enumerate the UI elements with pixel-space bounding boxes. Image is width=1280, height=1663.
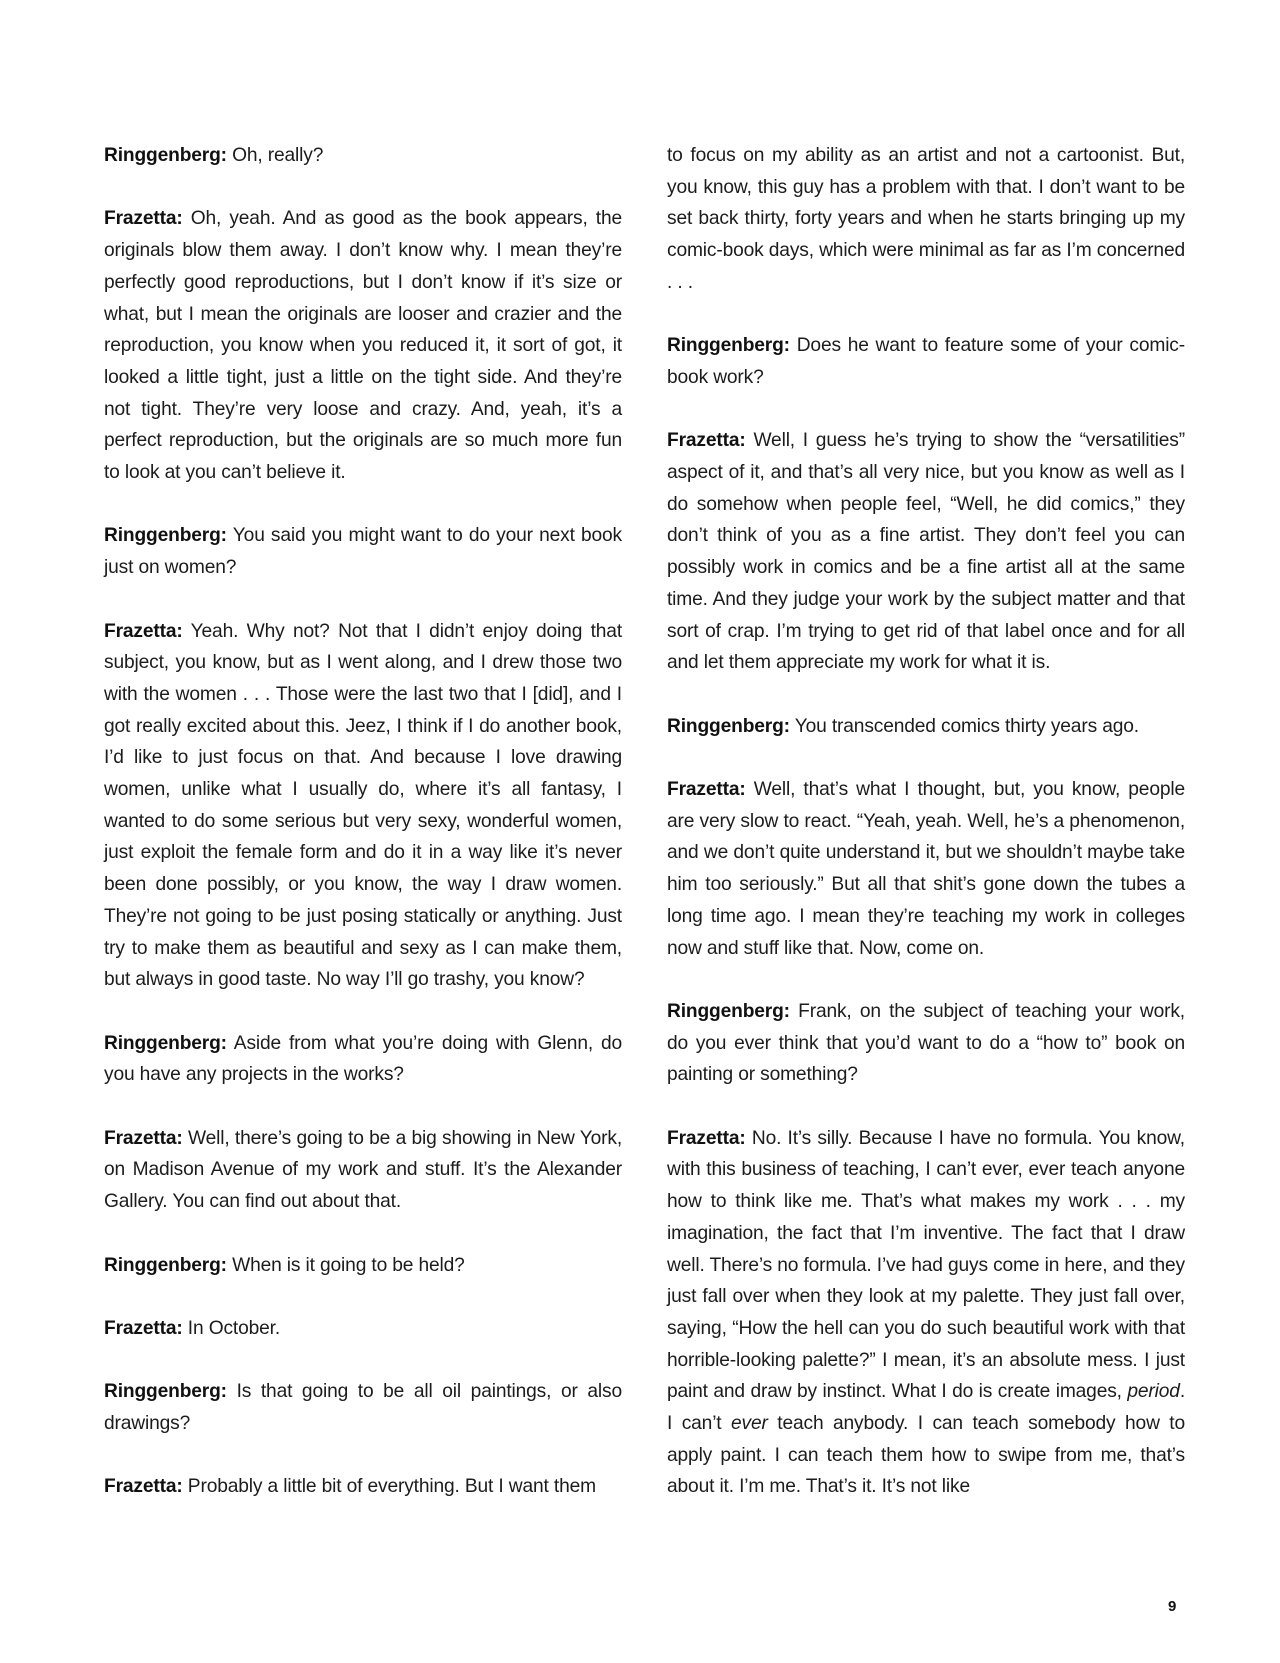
paragraph-text: Frank, on the subject of teaching your work, do you ever think that you’d want to do a “how to” book on painting or something? (667, 1000, 1185, 1086)
interview-paragraph (104, 203, 622, 488)
paragraph-text: You said you might want to do your next book just on women? (104, 525, 622, 579)
speaker-label: Ringgenberg: (104, 1381, 227, 1403)
interview-paragraph (667, 711, 1185, 743)
speaker-label: Ringgenberg: (667, 715, 790, 737)
speaker-label: Frazetta: (667, 430, 746, 452)
paragraph-text: When is it going to be held? (226, 1254, 465, 1276)
paragraph-text: Oh, really? (226, 145, 324, 166)
interview-paragraph (667, 425, 1185, 679)
speaker-label: Frazetta: (104, 1127, 183, 1149)
paragraph-text: teach anybody. I can teach somebody how to apply paint. I can teach them how to swipe from me, that’s about it. I’m me. That’s it. It’s not like (667, 1413, 1185, 1498)
emphasis-text: ever (731, 1413, 768, 1435)
interview-paragraph (104, 520, 622, 583)
speaker-label: Ringgenberg: (104, 1032, 227, 1054)
speaker-label: Ringgenberg: (667, 335, 790, 357)
speaker-label: Frazetta: (104, 1317, 183, 1339)
interview-paragraph (667, 996, 1185, 1091)
paragraph-text: Oh, yeah. And as good as the book appears, the originals blow them away. I don’t know why. I mean they’re perfectly good reproductions, but I don’t know if it’s size or what, but I mean the originals are looser and crazier and the reproduction, you know when you reduced it, it sort of got, it looked a little tight, just a little on the tight side. And they’re not tight. They’re very loose and crazy. And, yeah, it’s a perfect reproduction, but the originals are so much more fun to look at you can’t believe it. (104, 208, 622, 484)
speaker-label: Ringgenberg: (667, 1000, 790, 1022)
interview-paragraph (104, 1313, 622, 1345)
interview-paragraph (667, 1123, 1185, 1503)
paragraph-text: Well, I guess he’s trying to show the “versatilities” aspect of it, and that’s all very nice, but you know as well as I do somehow when people feel, “Well, he did comics,” they don’t think of you as a fine artist. They don’t feel you can possibly work in comics and be a fine artist all at the same time. And they judge your work by the subject matter and that sort of crap. I’m trying to get rid of that label once and for all and let them appreciate my work for what it is. (667, 430, 1185, 674)
speaker-label: Frazetta: (667, 779, 746, 800)
speaker-label: Frazetta: (104, 208, 183, 230)
interview-paragraph (667, 330, 1185, 393)
paragraph-text: Well, that’s what I thought, but, you know, people are very slow to react. “Yeah, yeah. Well, he’s a phenomenon, and we don’t quite understand it, but we shouldn’t maybe take him too seriously.” But all that shit’s gone down the tubes a long time ago. I mean they’re teaching my work in colleges now and stuff like that. Now, come on. (667, 779, 1185, 959)
interview-paragraph (104, 1028, 622, 1091)
speaker-label: Frazetta: (104, 620, 183, 642)
page-number: 9 (1168, 1598, 1177, 1615)
speaker-label: Ringgenberg: (104, 525, 227, 547)
interview-paragraph (104, 1123, 622, 1218)
interview-paragraph (667, 774, 1185, 964)
speaker-label: Ringgenberg: (104, 1254, 227, 1276)
interview-paragraph (104, 1376, 622, 1439)
interview-paragraph-continued (667, 140, 1185, 299)
paragraph-text: Well, there’s going to be a big showing in New York, on Madison Avenue of my work and stuff. It’s the Alexander Gallery. You can find out about that. (104, 1127, 622, 1213)
left-column (104, 140, 622, 1535)
interview-paragraph (104, 1250, 622, 1282)
interview-paragraph (104, 616, 622, 996)
paragraph-text: . I can’t (667, 1381, 1185, 1435)
paragraph-text: Probably a little bit of everything. But I want them (182, 1476, 596, 1498)
interview-paragraph (104, 1471, 622, 1503)
speaker-label: Frazetta: (667, 1127, 746, 1149)
paragraph-text: In October. (182, 1317, 281, 1339)
paragraph-text: Yeah. Why not? Not that I didn’t enjoy doing that subject, you know, but as I went along, and I drew those two with the women . . . Those were the last two that I [did], and I got really excited about this. Jeez, I think if I do another book, I’d like to just focus on that. And because I love drawing women, unlike what I usually do, where it’s all fantasy, I wanted to do some serious but very sexy, wonderful women, just exploit the female form and do it in a way like it’s never been done possibly, or you know, the way I draw women. They’re not going to be just posing statically or anything. Just try to make them as beautiful and sexy as I can make them, but always in good taste. No way I’ll go trashy, you know? (104, 620, 622, 991)
paragraph-text: You transcended comics thirty years ago. (789, 715, 1139, 737)
interview-paragraph (104, 140, 622, 172)
right-column (667, 140, 1185, 1535)
paragraph-text: Is that going to be all oil paintings, or also drawings? (104, 1381, 622, 1434)
paragraph-text: to focus on my ability as an artist and not a cartoonist. But, you know, this guy has a problem with that. I don’t want to be set back thirty, forty years and when he starts bringing up my comic-book days, which were minimal as far as I’m concerned . . . (667, 145, 1185, 293)
emphasis-text: period (1127, 1381, 1180, 1403)
paragraph-text: No. It’s silly. Because I have no formula. You know, with this business of teaching, I can’t ever, ever teach anyone how to think like me. That’s what makes my work . . . my imagination, the fact that I’m inventive. The fact that I draw well. There’s no formula. I’ve had guys come in here, and they just fall over when they look at my palette. They just fall over, saying, “How the hell can you do such beautiful work with that horrible-looking palette?” I mean, it’s an absolute mess. I just paint and draw by instinct. What I do is create images, (667, 1127, 1185, 1403)
speaker-label: Frazetta: (104, 1476, 183, 1498)
speaker-label: Ringgenberg: (104, 145, 227, 166)
paragraph-text: Does he want to feature some of your comic-book work? (667, 335, 1185, 388)
paragraph-text: Aside from what you’re doing with Glenn, do you have any projects in the works? (104, 1032, 622, 1086)
